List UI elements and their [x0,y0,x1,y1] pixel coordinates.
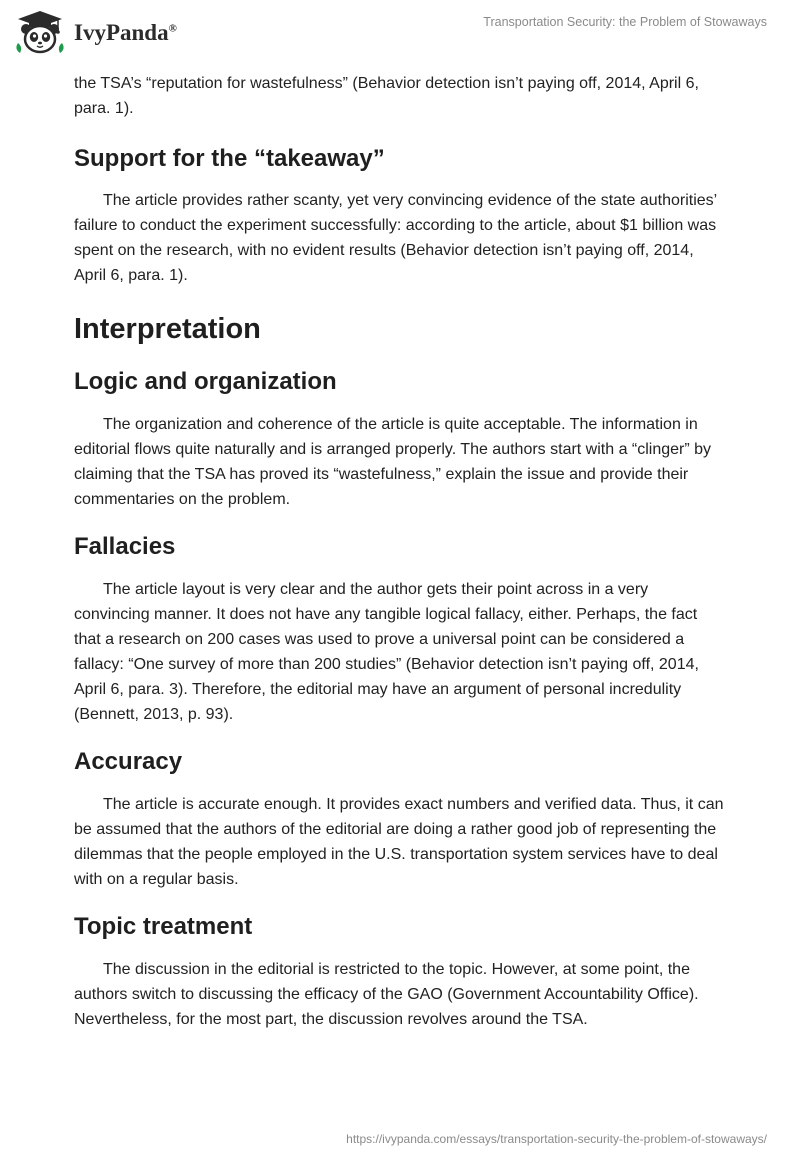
paragraph-topic-treatment: The discussion in the editorial is restricted to the topic. However, at some point, the authors switch to discussing the efficacy of the GAO (Government Accountability Office). Nevertheless, for the most part, the discussion revolves around the TSA. [74,961,699,1028]
intro-paragraph: the TSA’s “reputation for wastefulness” (Behavior detection isn’t paying off, 2014, April 6, para. 1). [74,75,699,117]
source-url[interactable]: https://ivypanda.com/essays/transportation-security-the-problem-of-stowaways/ [346,1132,767,1146]
page-header [0,0,800,62]
heading-accuracy: Accuracy [74,748,183,775]
ivypanda-logo[interactable] [14,9,177,57]
paragraph-support-takeaway: The article provides rather scanty, yet very convincing evidence of the state authorities’ failure to conduct the experiment successfully: according to the article, about $1 billion was spent on the research, with no evident results (Behavior detection isn’t paying off, 2014, April 6, para. 1). [74,192,717,284]
heading-fallacies: Fallacies [74,533,176,560]
paragraph-logic-organization: The organization and coherence of the article is quite acceptable. The information in editorial flows quite naturally and is arranged properly. The authors start with a “clinger” by claiming that the TSA has proved its “wastefulness,” explain the issue and provide their commentaries on the problem. [74,416,712,508]
heading-logic-organization: Logic and organization [74,368,337,395]
panda-graduate-icon [14,9,66,57]
paragraph-fallacies: The article layout is very clear and the author gets their point across in a very convincing manner. It does not have any tangible logical fallacy, either. Perhaps, the fact that a research on 200 cases was used to prove a universal point can be considered a fallacy: “One survey of more than 200 studies” (Behavior detection isn’t paying off, 2014, April 6, para. 3). Therefore, the editorial may have an argument of personal incredulity (Bennett, 2013, p. 93). [74,581,699,723]
running-title: Transportation Security: the Problem of Stowaways [483,15,767,29]
heading-interpretation: Interpretation [74,313,261,345]
logo-wordmark: IvyPanda® [74,20,177,45]
essay-body [74,71,726,1032]
paragraph-accuracy: The article is accurate enough. It provides exact numbers and verified data. Thus, it can be assumed that the authors of the editorial are doing a rather good job of representing the dilemmas that the people employed in the U.S. transportation system services have to deal with on a regular basis. [74,796,724,888]
heading-topic-treatment: Topic treatment [74,913,253,940]
heading-support-takeaway: Support for the “takeaway” [74,145,385,172]
